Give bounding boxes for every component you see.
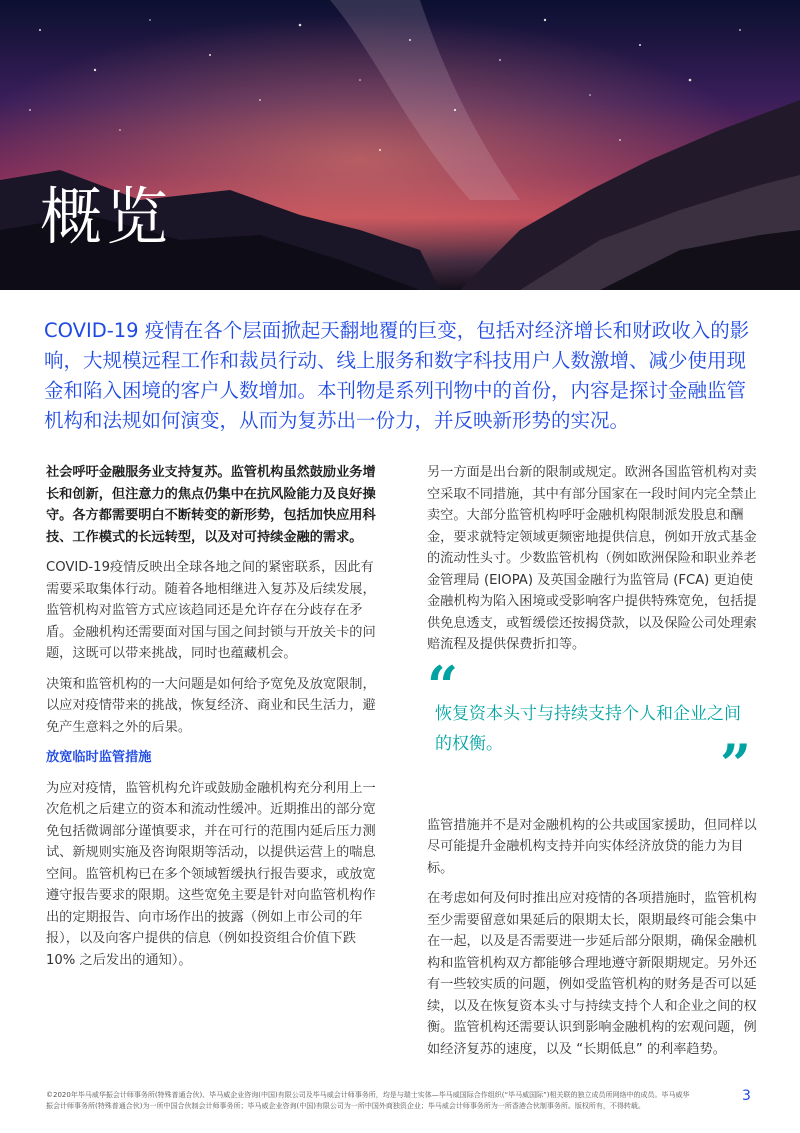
body-paragraph: 监管措施并不是对金融机构的公共或国家援助，但同样以尽可能提升金融机构支持并向实体经济放贷的能力为目标。	[427, 817, 757, 876]
hero-image	[0, 0, 800, 290]
lead-paragraph: 社会呼吁金融服务业支持复苏。监管机构虽然鼓励业务增长和创新，但注意力的焦点仍集中在抗风险能力及良好操守。各方都需要明白不断转变的新形势，包括加快应用科技、工作模式的长远转型，以及对可持续金融的需求。	[46, 465, 376, 545]
body-paragraph: COVID-19疫情反映出全球各地之间的紧密联系，因此有需要采取集体行动。随着各地相继进入复苏及后续发展，监管机构对监管方式应该趋同还是允许存在分歧存在矛盾。金融机构还需要面对国与国之间封锁与开放关卡的问题，这既可以带来挑战，同时也蕴藏机会。	[46, 560, 376, 661]
body-paragraph: 为应对疫情，监管机构允许或鼓励金融机构充分利用上一次危机之后建立的资本和流动性缓冲。近期推出的部分宽免包括微调部分谨慎要求，并在可行的范围内延后压力测试、新规则实施及咨询限期等活动，以提供运营上的喘息空间。监管机构已在多个领域暂缓执行报告要求，或放宽遵守报告要求的限期。这些宽免主要是针对向监管机构作出的定期报告、向市场作出的披露（例如上市公司的年报），以及向客户提供的信息（例如投资组合价值下跌10% 之后发出的通知）。	[46, 780, 376, 968]
body-paragraph: 决策和监管机构的一大问题是如何给予宽免及放宽限制，以应对疫情带来的挑战，恢复经济、商业和民生活力，避免产生意料之外的后果。	[46, 676, 376, 735]
quote-open-icon: “	[427, 653, 459, 718]
section-heading: 放宽临时监管措施	[46, 750, 152, 765]
page-title: 概览	[40, 180, 173, 253]
pull-quote-text: 恢复资本头寸与持续支持个人和企业之间的权衡。	[435, 703, 741, 754]
body-paragraph: 在考虑如何及何时推出应对疫情的各项措施时，监管机构至少需要留意如果延后的限期太长，限期最终可能会集中在一起，以及是否需要进一步延后部分限期，确保金融机构和监管机构双方都能够合理地遵守新限期规定。另外还有一些较实质的问题，例如受监管机构的财务是否可以延续，以及在恢复资本头寸与持续支持个人和企业之间的权衡。监管机构还需要认识到影响金融机构的宏观问题，例如经济复苏的速度，以及 “长期低息” 的利率趋势。	[427, 891, 757, 1057]
left-column	[46, 462, 376, 980]
page-number: 3	[742, 1088, 751, 1104]
body-paragraph: 另一方面是出台新的限制或规定。欧洲各国监管机构对卖空采取不同措施，其中有部分国家在一段时间内完全禁止卖空。大部分监管机构呼吁金融机构限制派发股息和酬金，要求就特定领域更频密地提供信息，例如开放式基金的流动性头寸。少数监管机构（例如欧洲保险和职业养老金管理局 (EIOPA) 及英国金融行为监管局 (FCA) 更迫使金融机构为陷入困境或受影响客户提供特殊宽免，包括提供免息透支，或暂缓偿还按揭贷款，以及保险公司处理索赔流程及提供保费折扣等。	[427, 465, 757, 652]
copyright-footer: ©2020年毕马威华振会计师事务所(特殊普通合伙)、毕马威企业咨询(中国)有限公司及毕马威会计师事务所，均是与瑞士实体—毕马威国际合作组织(“毕马威国际”)相关联的独立成员所网络中的成员。毕马威华振会计师事务所(特殊普通合伙)为一所中国合伙制会计师事务所；毕马威企业咨询(中国)有限公司为一所中国外商独资企业；毕马威会计师事务所为一所香港合伙制事务所。版权所有，不得转载。	[46, 1091, 690, 1110]
right-column	[427, 462, 765, 1069]
pull-quote	[427, 653, 765, 796]
intro-paragraph: COVID-19 疫情在各个层面掀起天翻地覆的巨变，包括对经济增长和财政收入的影响，大规模远程工作和裁员行动、线上服务和数字科技用户人数激增、减少使用现金和陷入困境的客户人数增加。本刊物是系列刊物中的首份，内容是探讨金融监管机构和法规如何演变，从而为复苏出一份力，并反映新形势的实况。	[44, 319, 750, 432]
quote-close-icon: ”	[719, 731, 751, 796]
